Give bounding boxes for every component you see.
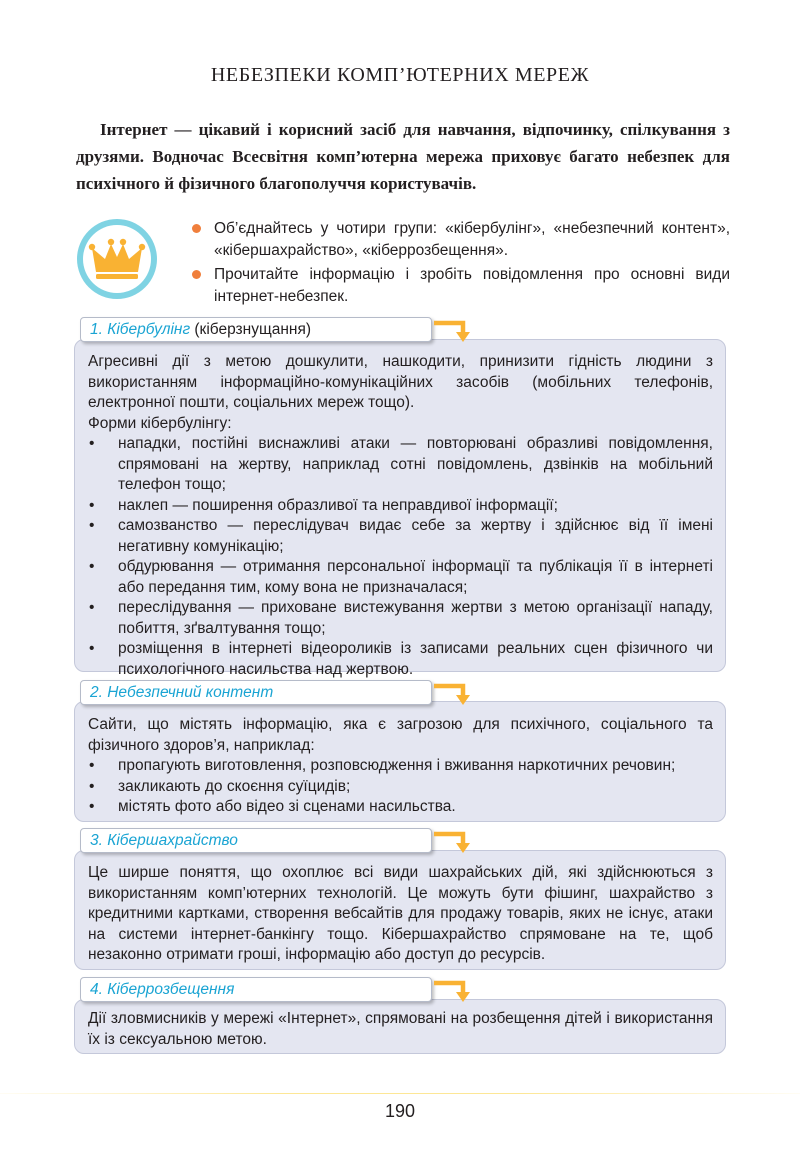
section-box-cyberbullying (74, 339, 726, 678)
list-item: • обдурювання — отримання персональної інформації та публікація її в інтернеті або передання тим, кому вона не призначалася; (88, 557, 713, 598)
section-header-cyberbullying (80, 317, 432, 342)
list-item: • переслідування — приховане вистежування жертви з метою організації нападу, побиття, зґвалтування тощо; (88, 598, 713, 639)
section-text: Агресивні дії з метою дошкулити, нашкодити, принизити гідність людини з використанням інформаційно-комунікаційних засобів (мобільних телефонів, електронної пошти, соціальних мереж тощо). (88, 353, 713, 411)
section-title: 3. Кібершахрайство (90, 832, 238, 849)
section-title: 1. Кібербулінг (90, 321, 191, 338)
page-title: НЕБЕЗПЕКИ КОМП’ЮТЕРНИХ МЕРЕЖ (210, 64, 590, 86)
section-header-cyberfraud (80, 828, 432, 853)
section-text: Форми кібербулінгу: (88, 414, 232, 432)
section-title: 4. Кіберрозбещення (90, 981, 235, 998)
task-item: Об’єднайтесь у чотири групи: «кібербулінг», «небезпечний контент», «кібершахрайство», «кіберрозбещення». (190, 218, 730, 262)
crown-icon (75, 217, 159, 301)
list-item: • нападки, постійні виснажливі атаки — повторювані образливі повідомлення, спрямовані на жертву, наприклад сотні повідомлень, дзвінків на мобільний телефон тощо; (88, 434, 713, 496)
list-item: • розміщення в інтернеті відеороликів із записами реальних сцен фізичного чи психологічного насильства над жертвою. (88, 639, 713, 680)
arrow-down-right-icon (434, 681, 476, 707)
arrow-down-right-icon (434, 318, 476, 344)
bullet-list (88, 756, 713, 818)
list-item: • містять фото або відео зі сценами насильства. (88, 797, 713, 818)
section-box-grooming (74, 999, 726, 1054)
section-text: Сайти, що містять інформацію, яка є загрозою для психічного, соціального та фізичного здоров’я, наприклад: (88, 716, 713, 754)
intro-paragraph: Інтернет — цікавий і корисний засіб для навчання, відпочинку, спілкування з друзями. Водночас Всесвітня комп’ютерна мережа приховує багато небезпек для психічного й фізичного благополуччя користувачів. (76, 120, 730, 193)
task-item: Прочитайте інформацію і зробіть повідомлення про основні види інтернет-небезпек. (190, 264, 730, 308)
bullet-list (88, 434, 713, 680)
section-box-cyberfraud (74, 850, 726, 970)
list-item: • наклеп — поширення образливої та неправдивої інформації; (88, 496, 713, 517)
list-item: • закликають до скоєння суїцидів; (88, 777, 713, 798)
list-item: • пропагують виготовлення, розповсюдження і вживання наркотичних речовин; (88, 756, 713, 777)
section-title: 2. Небезпечний контент (90, 684, 274, 701)
section-box-dangerous-content (74, 701, 726, 822)
task-list (190, 218, 730, 310)
arrow-down-right-icon (434, 829, 476, 855)
list-item: • самозванство — переслідувач видає себе за жертву і здійснює від її імені негативну комунікацію; (88, 516, 713, 557)
section-text: Це ширше поняття, що охоплює всі види шахрайських дій, які здійснюються з використанням комп’ютерних технологій. Це можуть бути фішинг, шахрайство з кредитними картками, створення вебсайтів для продажу товарів, яких не існує, атаки на системи інтернет-банкінгу тощо. Кібершахрайство спрямоване на те, щоб незаконно отримати гроші, інформацію або доступ до ресурсів. (88, 864, 713, 963)
section-header-dangerous-content (80, 680, 432, 705)
section-text: Дії зловмисників у мережі «Інтернет», спрямовані на розбещення дітей і використання їх із сексуальною метою. (88, 1010, 713, 1048)
page-number: 190 (384, 1101, 416, 1121)
section-title-suffix: (кіберзнущання) (190, 321, 312, 338)
crown-badge (75, 217, 159, 301)
footer-divider (0, 1093, 800, 1094)
section-header-grooming (80, 977, 432, 1002)
arrow-down-right-icon (434, 978, 476, 1004)
